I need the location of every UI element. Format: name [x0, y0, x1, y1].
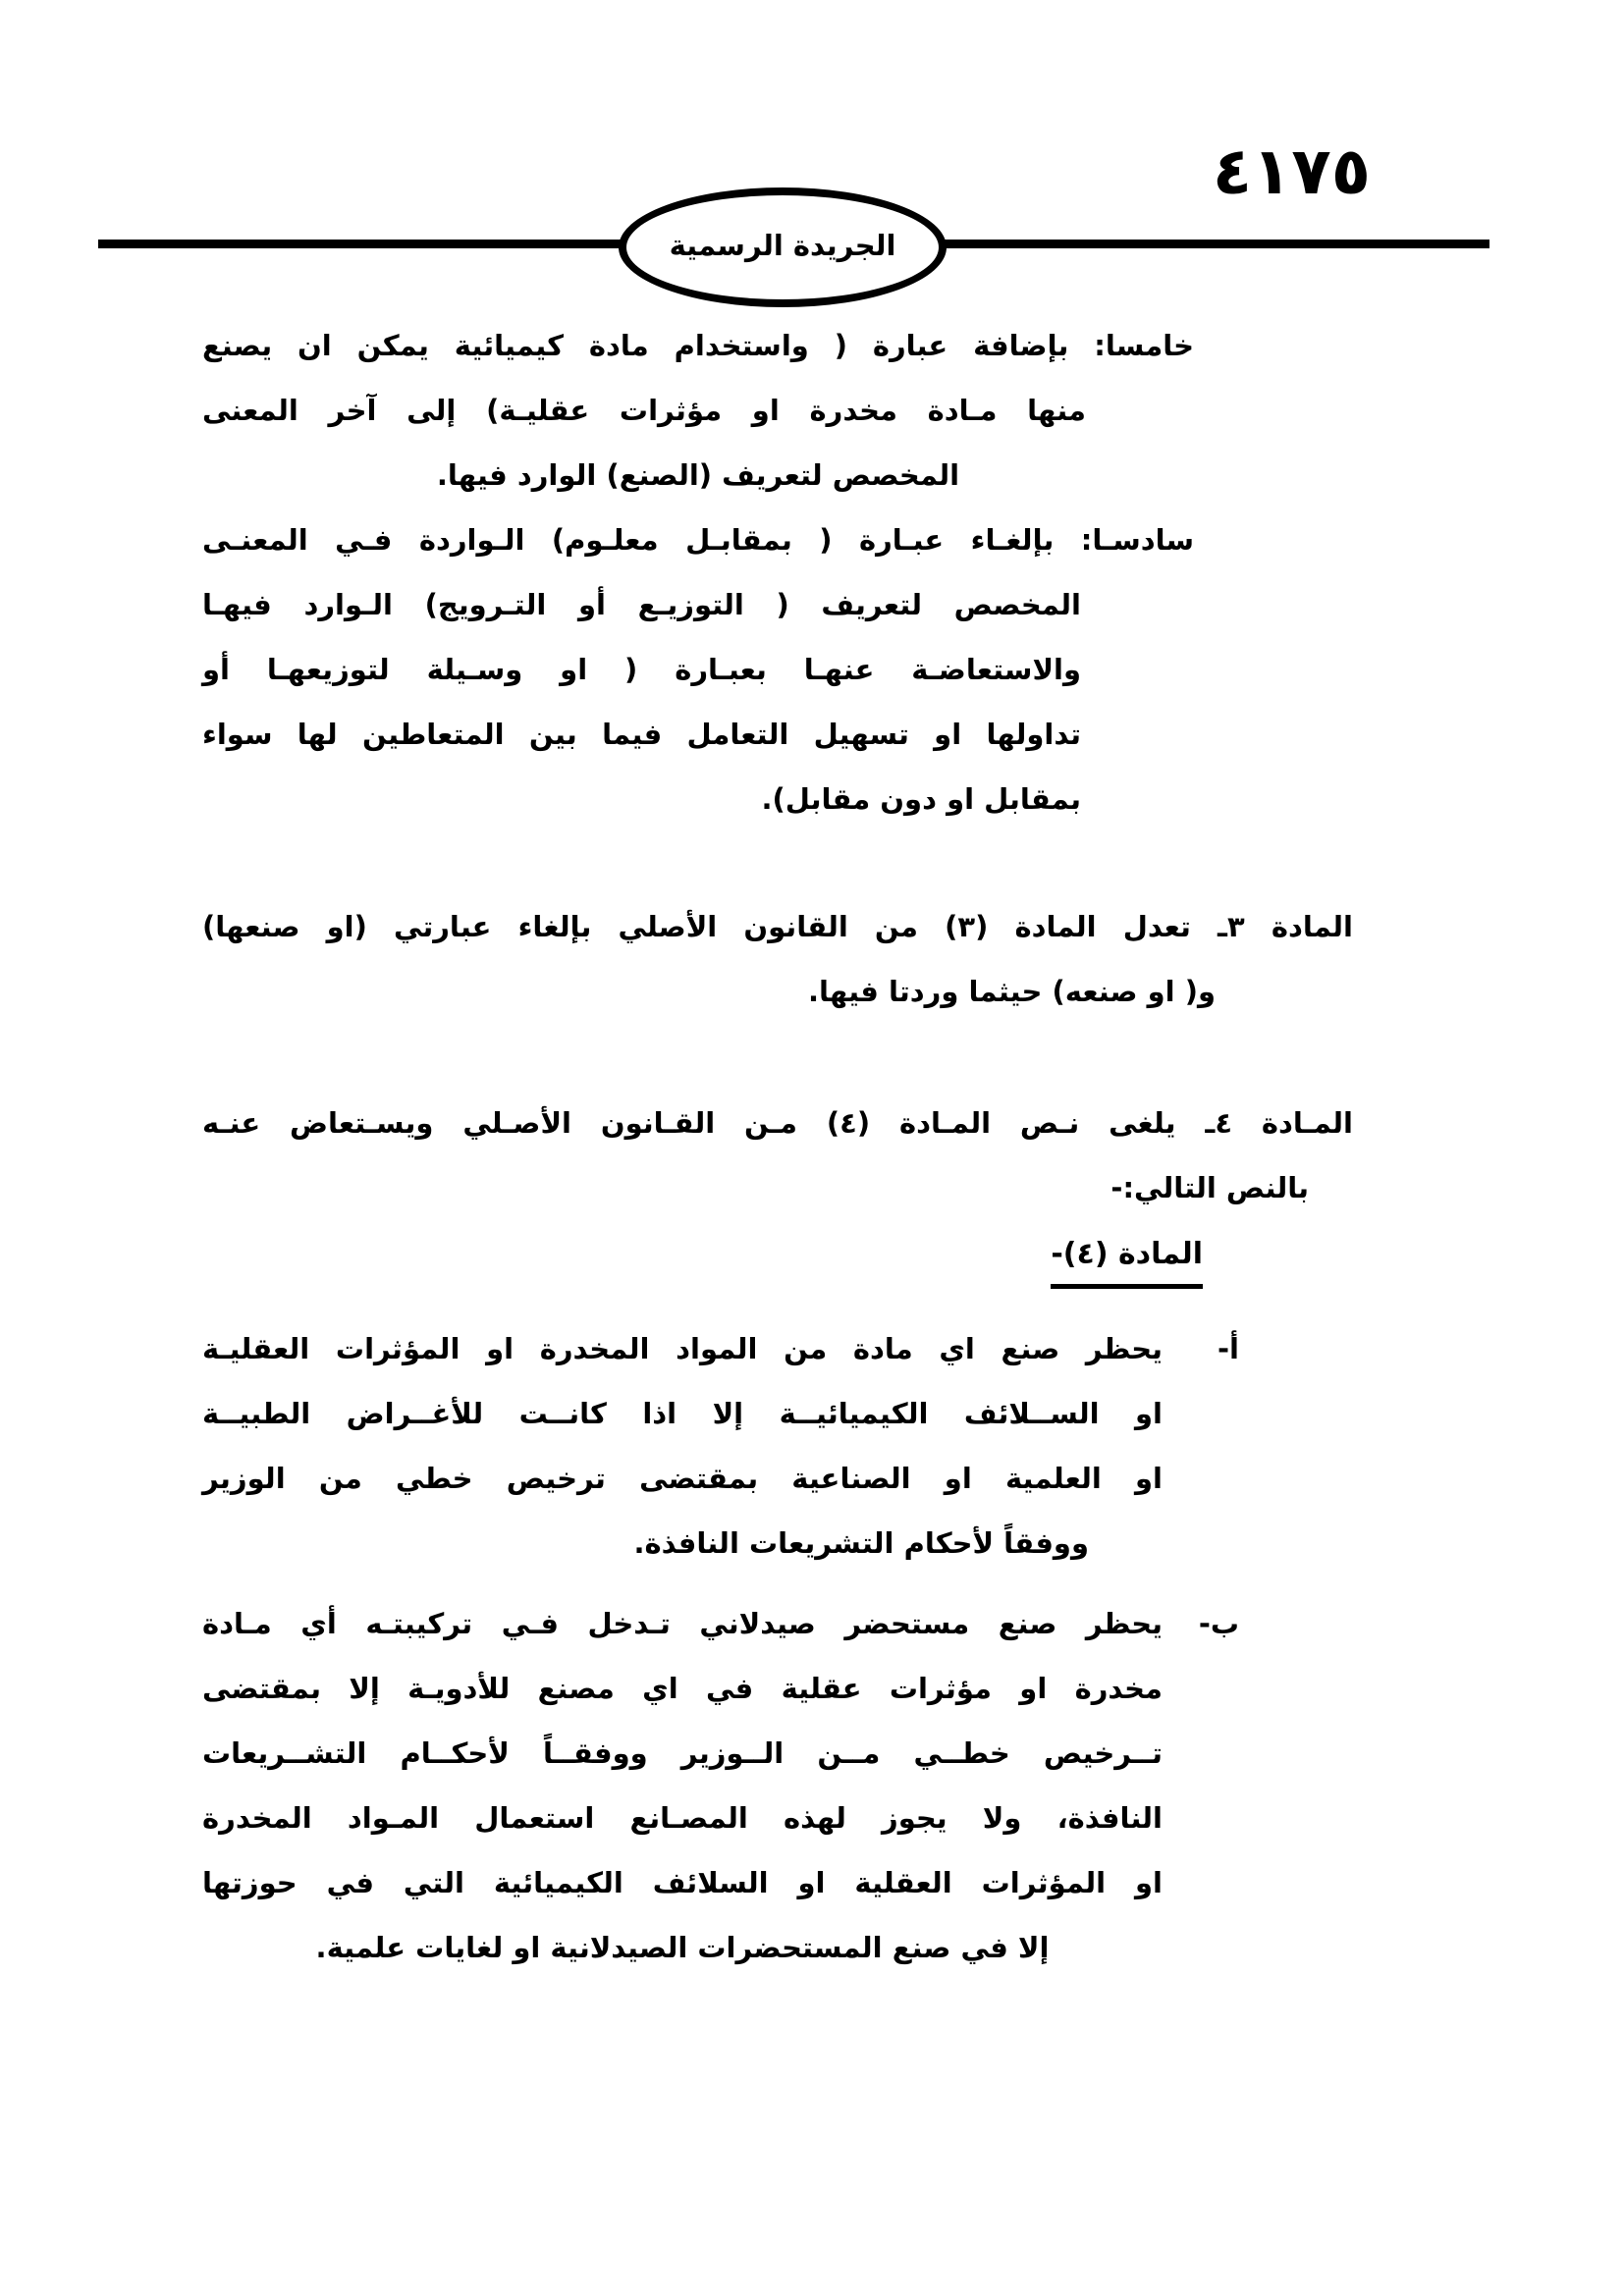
text-line: المخصص لتعريف ( التوزيـع أو التـرويج) الـوارد فيهـا [202, 588, 1081, 621]
paragraph-article-4 [202, 1091, 1353, 1220]
article-4-heading [202, 1230, 1203, 1308]
text-line: بمقابل او دون مقابل). [761, 782, 1081, 816]
text-line: بالنص التالي:- [1110, 1171, 1309, 1204]
paragraph-sixth [202, 507, 1194, 831]
text-line: او المؤثرات العقلية او السلائف الكيميائية التي في حوزتها [202, 1866, 1163, 1899]
text-line: المادة ٣ـ تعدل المادة (٣) من القانون الأصلي بإلغاء عبارتي (او صنعها) [202, 910, 1353, 943]
text-line: تداولها او تسهيل التعامل فيما بين المتعاطين لها سواء [202, 718, 1081, 751]
text-line: والاستعاضـة عنهـا بعبـارة ( او وسـيلة لتوزيعهـا أو [202, 653, 1081, 686]
clause-b [202, 1591, 1239, 1980]
clause-b-marker: ب- [1198, 1607, 1239, 1640]
text-line: منها مـادة مخدرة او مؤثرات عقليـة) إلى آخر المعنى [202, 394, 1086, 427]
text-line: سادسـا: بإلغـاء عبـارة ( بمقابـل معلـوم) الـواردة فـي المعنـى [202, 523, 1194, 557]
text-line: و( او صنعه) حيثما وردتا فيها. [808, 975, 1216, 1008]
clause-a [202, 1316, 1239, 1575]
text-line: يحظر صنع مستحضر صيدلاني تـدخل فـي تركيبتـه أي مـادة [202, 1607, 1163, 1640]
gazette-title-oval [619, 187, 947, 307]
text-line: إلا في صنع المستحضرات الصيدلانية او لغايات علمية. [315, 1931, 1050, 1964]
text-line: او الســلائف الكيميائيــة إلا اذا كانــت للأغــراض الطبيــة [202, 1397, 1163, 1430]
text-line: النافذة، ولا يجوز لهذه المصـانع استعمال المـواد المخدرة [202, 1801, 1163, 1835]
document-body [202, 313, 1353, 1980]
text-line: تــرخيص خطــي مــن الــوزير ووفقــاً لأحكــام التشــريعات [202, 1736, 1163, 1770]
gazette-title: الجريدة الرسمية [669, 229, 896, 262]
text-line: او العلمية او الصناعية بمقتضى ترخيص خطي من الوزير [202, 1462, 1163, 1495]
text-line: مخدرة او مؤثرات عقلية في اي مصنع للأدويـة إلا بمقتضى [202, 1672, 1163, 1705]
text-line: المخصص لتعريف (الصنع) الوارد فيها. [436, 458, 960, 492]
article-4-heading-text: المادة (٤)- [1051, 1230, 1203, 1289]
text-line: المـادة ٤ـ يلغى نـص المـادة (٤) مـن القـانون الأصـلي ويسـتعاض عنـه [202, 1106, 1353, 1140]
page-number: ٤١٧٥ [1212, 133, 1371, 209]
paragraph-fifth [202, 313, 1194, 507]
clause-a-marker: أ- [1218, 1332, 1239, 1365]
paragraph-article-3 [202, 894, 1353, 1024]
text-line: خامسا: بإضافة عبارة ( واستخدام مادة كيميائية يمكن ان يصنع [202, 329, 1194, 362]
text-line: ووفقاً لأحكام التشريعات النافذة. [633, 1526, 1089, 1560]
text-line: يحظر صنع اي مادة من المواد المخدرة او المؤثرات العقليـة [202, 1332, 1163, 1365]
